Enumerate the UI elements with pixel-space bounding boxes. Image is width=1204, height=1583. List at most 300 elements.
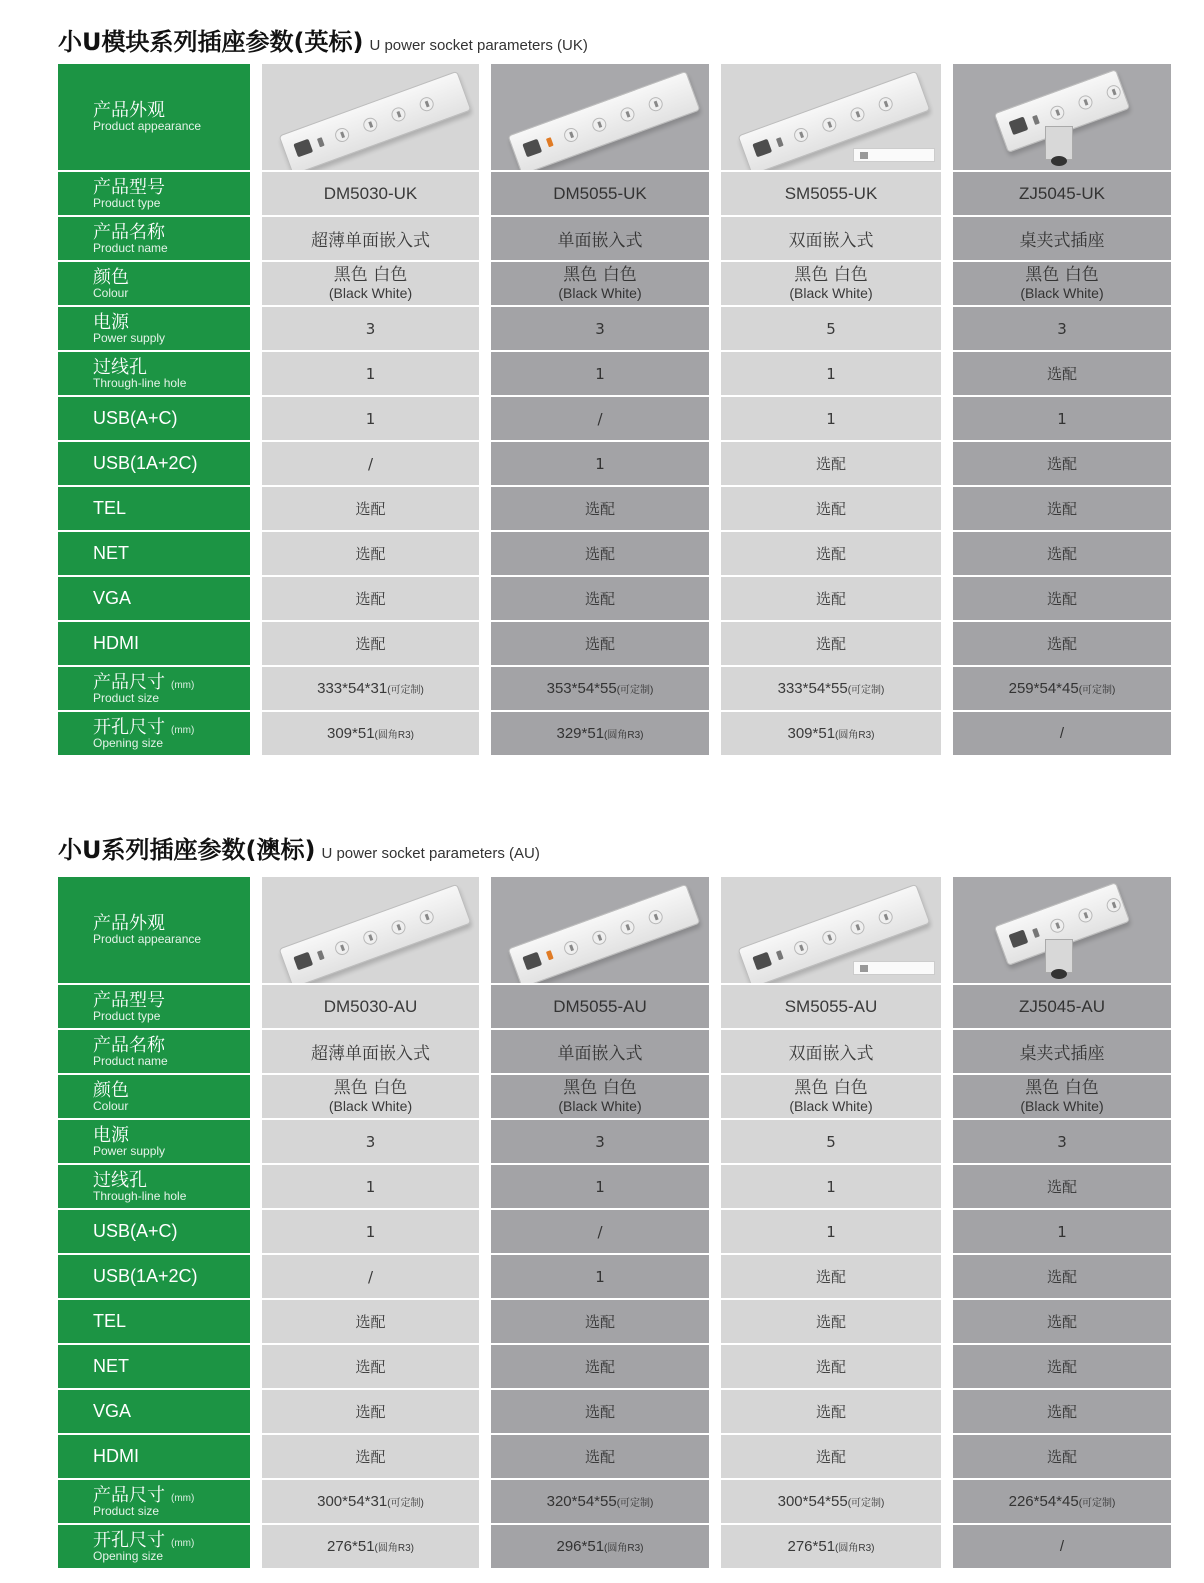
- opening-value: [1060, 1538, 1064, 1555]
- opening-value: [787, 725, 874, 742]
- outlet-icon: [390, 105, 408, 123]
- cell-usb-1a2c: [262, 442, 479, 485]
- opening-dims: 329*51: [556, 725, 605, 742]
- row-label-cn: 开孔尺寸: [93, 1529, 165, 1551]
- row-label-text: USB(1A+2C): [93, 453, 198, 473]
- cell-hole: [721, 1165, 941, 1208]
- size-note: (可定制): [1078, 685, 1116, 696]
- outlet-icon: [820, 929, 838, 947]
- row-label-hdmi: [58, 622, 250, 665]
- cell-hdmi: [721, 1435, 941, 1478]
- row-label-en: Product type: [93, 1008, 161, 1023]
- row-label-cn-line: [93, 1126, 129, 1145]
- colour-cn: 黑色 白色: [333, 1078, 408, 1098]
- row-label-en: Power supply: [93, 1143, 166, 1158]
- outlet-icon: [849, 105, 867, 123]
- cell-usb-ac: [262, 397, 479, 440]
- outlet-icon: [361, 116, 379, 134]
- row-label-power: [58, 307, 250, 350]
- cell-power: [491, 1120, 709, 1163]
- row-label-appearance: [58, 64, 250, 170]
- cell-net: [721, 1345, 941, 1388]
- colour-cn: 黑色 白色: [794, 1078, 868, 1098]
- usb-port-icon: [776, 950, 784, 960]
- cell-type: [721, 172, 941, 215]
- cell-hole: [953, 352, 1171, 395]
- colour-en: (Black White): [328, 285, 413, 301]
- row-label-cn-line: [93, 1531, 194, 1550]
- usb-port-icon: [546, 137, 554, 147]
- cell-power: [953, 307, 1171, 350]
- vga-value: 选配: [815, 590, 846, 608]
- row-label-text: NET: [93, 543, 129, 563]
- size-dims: 333*54*31: [317, 680, 388, 697]
- row-label-net: [58, 532, 250, 575]
- opening-note: (圆角R3): [374, 730, 414, 741]
- power-value: 3: [1057, 1132, 1067, 1151]
- opening-note: (圆角R3): [604, 730, 644, 741]
- row-label-cn: 颜色: [93, 266, 129, 288]
- outlet-icon: [647, 908, 665, 926]
- vga-value: 选配: [1046, 590, 1077, 608]
- section-title-en: U power socket parameters (UK): [369, 37, 588, 54]
- cell-usb-1a2c: [262, 1255, 479, 1298]
- usb-port-icon: [546, 950, 554, 960]
- tel-value: 选配: [1046, 500, 1077, 518]
- power-value: 3: [365, 319, 376, 338]
- size-value: [547, 680, 654, 697]
- section-title: [58, 830, 540, 865]
- cell-hole: [262, 352, 479, 395]
- hole-value: 选配: [1046, 365, 1077, 383]
- cell-usb-1a2c: [953, 442, 1171, 485]
- outlet-icon: [1048, 917, 1066, 935]
- net-value: 选配: [815, 545, 846, 563]
- switch-icon: [1009, 929, 1029, 948]
- cell-name: [262, 217, 479, 260]
- outlet-icon: [877, 95, 895, 113]
- row-label-text: USB(A+C): [93, 408, 178, 428]
- size-note: (可定制): [616, 685, 654, 696]
- row-label-cn-line: [93, 313, 129, 332]
- row-label-cn-line: [93, 1081, 129, 1100]
- usb-1a2c-value: 1: [595, 454, 605, 473]
- usb-port-icon: [1032, 115, 1040, 125]
- row-label-unit: (mm): [171, 1492, 195, 1504]
- cell-usb-ac: [953, 1210, 1171, 1253]
- row-label-cn: 电源: [93, 1124, 129, 1146]
- cell-type: [953, 985, 1171, 1028]
- cell-power: [721, 307, 941, 350]
- cell-colour: [721, 1075, 941, 1118]
- cell-usb-1a2c: [491, 1255, 709, 1298]
- type-value: ZJ5045-UK: [1019, 183, 1105, 203]
- row-label-cn-line: [93, 178, 165, 197]
- row-label-en: Product type: [93, 195, 161, 210]
- row-label-name: [58, 217, 250, 260]
- cell-usb-ac: [262, 1210, 479, 1253]
- size-dims: 300*54*31: [317, 1493, 388, 1510]
- row-label-usb-ac: [58, 397, 250, 440]
- type-value: DM5030-AU: [323, 996, 418, 1016]
- cell-power: [721, 1120, 941, 1163]
- cell-hdmi: [953, 622, 1171, 665]
- product-image: [953, 877, 1171, 983]
- opening-dims: /: [1059, 1538, 1065, 1555]
- vga-value: 选配: [355, 1403, 386, 1421]
- product-image: [953, 64, 1171, 170]
- name-value: 桌夹式插座: [1019, 231, 1105, 250]
- cell-tel: [721, 1300, 941, 1343]
- cell-tel: [262, 1300, 479, 1343]
- cell-tel: [953, 1300, 1171, 1343]
- row-label-cn-line: [93, 914, 165, 933]
- cell-size: [491, 1480, 709, 1523]
- row-label-cn-line: [93, 358, 147, 377]
- type-value: ZJ5045-AU: [1019, 996, 1105, 1016]
- vga-value: 选配: [584, 590, 615, 608]
- cell-name: [953, 217, 1171, 260]
- opening-value: [327, 725, 414, 742]
- usb-ac-value: /: [597, 1222, 603, 1241]
- opening-dims: 309*51: [787, 725, 836, 742]
- net-value: 选配: [1046, 545, 1077, 563]
- row-label-cn: 产品名称: [93, 221, 165, 243]
- colour-cn: 黑色 白色: [1025, 265, 1099, 285]
- hole-value: 1: [365, 364, 376, 383]
- row-label-cn: 开孔尺寸: [93, 716, 165, 738]
- cell-tel: [953, 487, 1171, 530]
- power-value: 5: [826, 319, 836, 338]
- hdmi-value: 选配: [355, 1448, 386, 1466]
- type-value: DM5055-AU: [553, 996, 647, 1016]
- power-value: 3: [365, 1132, 376, 1151]
- usb-port-icon: [317, 950, 325, 960]
- cell-power: [262, 307, 479, 350]
- opening-value: [1060, 725, 1064, 742]
- size-value: [547, 1493, 654, 1510]
- clamp-icon: [1045, 126, 1073, 160]
- row-label-cn: 过线孔: [93, 1169, 147, 1191]
- cell-name: [953, 1030, 1171, 1073]
- size-dims: 300*54*55: [777, 1493, 848, 1510]
- cell-name: [262, 1030, 479, 1073]
- cell-usb-ac: [721, 397, 941, 440]
- cell-opening: [491, 1525, 709, 1568]
- row-label-en: Product appearance: [93, 932, 202, 946]
- cell-name: [491, 1030, 709, 1073]
- outlet-icon: [1105, 896, 1123, 914]
- outlet-icon: [1077, 906, 1095, 924]
- cell-net: [262, 1345, 479, 1388]
- size-value: [317, 680, 424, 697]
- cell-size: [721, 1480, 941, 1523]
- cell-colour: [953, 262, 1171, 305]
- cell-size: [262, 1480, 479, 1523]
- usb-1a2c-value: 选配: [1046, 1268, 1077, 1286]
- type-value: SM5055-UK: [784, 183, 878, 203]
- hole-value: 1: [595, 1177, 605, 1196]
- usb-ac-value: 1: [1057, 1222, 1067, 1241]
- opening-dims: 309*51: [326, 725, 375, 742]
- hdmi-value: 选配: [815, 635, 846, 653]
- cell-power: [262, 1120, 479, 1163]
- outlet-icon: [390, 918, 408, 936]
- cell-opening: [262, 1525, 479, 1568]
- outlet-icon: [1048, 104, 1066, 122]
- back-side-icon: [853, 961, 935, 975]
- switch-icon: [522, 139, 542, 158]
- clamp-icon: [1045, 939, 1073, 973]
- row-label-en: Product size: [93, 1503, 160, 1518]
- outlet-icon: [418, 908, 436, 926]
- hole-value: 1: [365, 1177, 376, 1196]
- cell-tel: [491, 487, 709, 530]
- opening-note: (圆角R3): [604, 1543, 644, 1554]
- cell-colour: [491, 262, 709, 305]
- row-label-cn: 电源: [93, 311, 129, 333]
- tel-value: 选配: [584, 1313, 615, 1331]
- row-label-text: TEL: [93, 1311, 127, 1331]
- opening-value: [556, 1538, 643, 1555]
- cell-size: [262, 667, 479, 710]
- outlet-icon: [333, 126, 351, 144]
- row-label-text: HDMI: [93, 1446, 139, 1466]
- type-value: DM5055-UK: [553, 183, 647, 203]
- row-label-en: Product name: [93, 1053, 168, 1068]
- tel-value: 选配: [355, 500, 386, 518]
- row-label-text: TEL: [93, 498, 127, 518]
- cell-net: [491, 1345, 709, 1388]
- row-label-en: Opening size: [93, 1548, 164, 1563]
- row-label-en: Through-line hole: [93, 1188, 187, 1203]
- cell-colour: [262, 262, 479, 305]
- row-label-cn: 产品外观: [93, 913, 165, 934]
- row-label-cn: 产品名称: [93, 1034, 165, 1056]
- row-label-colour: [58, 1075, 250, 1118]
- row-label-tel: [58, 487, 250, 530]
- tel-value: 选配: [1046, 1313, 1077, 1331]
- size-value: [1009, 1493, 1116, 1510]
- size-dims: 320*54*55: [546, 1493, 617, 1510]
- net-value: 选配: [815, 1358, 846, 1376]
- outlet-icon: [333, 939, 351, 957]
- cell-vga: [262, 1390, 479, 1433]
- outlet-icon: [1105, 83, 1123, 101]
- colour-cn: 黑色 白色: [563, 265, 637, 285]
- row-label-text: VGA: [93, 588, 132, 608]
- product-image: [491, 64, 709, 170]
- net-value: 选配: [355, 1358, 386, 1376]
- product-image: [491, 877, 709, 983]
- row-label-name: [58, 1030, 250, 1073]
- cell-size: [953, 1480, 1171, 1523]
- cell-net: [953, 532, 1171, 575]
- outlet-icon: [647, 95, 665, 113]
- outlet-icon: [877, 908, 895, 926]
- net-value: 选配: [584, 545, 615, 563]
- cell-vga: [262, 577, 479, 620]
- row-label-cn-line: [93, 718, 194, 737]
- net-value: 选配: [1046, 1358, 1077, 1376]
- row-label-usb-ac: [58, 1210, 250, 1253]
- name-value: 单面嵌入式: [557, 1044, 643, 1063]
- vga-value: 选配: [1046, 1403, 1077, 1421]
- cell-net: [262, 532, 479, 575]
- opening-note: (圆角R3): [835, 730, 875, 741]
- row-label-text: HDMI: [93, 633, 139, 653]
- outlet-icon: [562, 939, 580, 957]
- row-label-size: [58, 1480, 250, 1523]
- outlet-icon: [562, 126, 580, 144]
- vga-value: 选配: [584, 1403, 615, 1421]
- row-label-text: NET: [93, 1356, 129, 1376]
- switch-icon: [293, 952, 313, 971]
- outlet-icon: [590, 929, 608, 947]
- hole-value: 1: [595, 364, 605, 383]
- row-label-opening: [58, 712, 250, 755]
- row-label-colour: [58, 262, 250, 305]
- cell-usb-ac: [491, 397, 709, 440]
- usb-1a2c-value: 1: [595, 1267, 605, 1286]
- cell-opening: [721, 1525, 941, 1568]
- row-label-cn: 产品外观: [93, 100, 165, 121]
- name-value: 超薄单面嵌入式: [311, 231, 430, 250]
- power-strip-single-switch-icon: [279, 884, 472, 983]
- hole-value: 1: [826, 364, 836, 383]
- usb-ac-value: /: [597, 409, 603, 428]
- usb-1a2c-value: 选配: [1046, 455, 1077, 473]
- row-label-text: USB(A+C): [93, 1221, 178, 1241]
- row-label-opening: [58, 1525, 250, 1568]
- row-label-cn-line: [93, 223, 165, 242]
- usb-1a2c-value: 选配: [815, 455, 846, 473]
- product-image: [262, 64, 479, 170]
- row-label-usb-1a2c: [58, 1255, 250, 1298]
- size-dims: 226*54*45: [1008, 1493, 1079, 1510]
- hole-value: 1: [826, 1177, 836, 1196]
- cell-tel: [262, 487, 479, 530]
- tel-value: 选配: [355, 1313, 386, 1331]
- tel-value: 选配: [815, 500, 846, 518]
- cell-type: [953, 172, 1171, 215]
- row-label-usb-1a2c: [58, 442, 250, 485]
- row-label-unit: (mm): [171, 724, 195, 736]
- opening-value: [327, 1538, 414, 1555]
- row-label-en: Colour: [93, 285, 129, 300]
- cell-opening: [953, 712, 1171, 755]
- outlet-icon: [792, 939, 810, 957]
- cell-vga: [721, 577, 941, 620]
- product-image: [721, 877, 941, 983]
- cell-power: [953, 1120, 1171, 1163]
- cell-hdmi: [491, 622, 709, 665]
- row-label-cn: 产品型号: [93, 176, 165, 198]
- cell-colour: [262, 1075, 479, 1118]
- clamp-knob-icon: [1051, 156, 1067, 166]
- outlet-icon: [820, 116, 838, 134]
- size-dims: 259*54*45: [1008, 680, 1079, 697]
- row-label-text: USB(1A+2C): [93, 1266, 198, 1286]
- section-title-cn: 小U模块系列插座参数(英标): [58, 28, 364, 56]
- hdmi-value: 选配: [355, 635, 386, 653]
- usb-ac-value: 1: [826, 409, 836, 428]
- outlet-icon: [590, 116, 608, 134]
- cell-type: [721, 985, 941, 1028]
- cell-name: [491, 217, 709, 260]
- row-label-appearance: [58, 877, 250, 983]
- product-image: [721, 64, 941, 170]
- cell-size: [491, 667, 709, 710]
- row-label-tel: [58, 1300, 250, 1343]
- opening-dims: 296*51: [556, 1538, 605, 1555]
- usb-ac-value: 1: [1057, 409, 1067, 428]
- product-image: [262, 877, 479, 983]
- cell-hdmi: [721, 622, 941, 665]
- row-label-cn-line: [93, 673, 194, 692]
- cell-vga: [491, 1390, 709, 1433]
- size-value: [778, 680, 885, 697]
- outlet-icon: [619, 105, 637, 123]
- colour-en: (Black White): [1020, 1098, 1104, 1114]
- usb-ac-value: 1: [365, 409, 376, 428]
- cell-hole: [262, 1165, 479, 1208]
- back-side-icon: [853, 148, 935, 162]
- usb-port-icon: [317, 137, 325, 147]
- usb-ac-value: 1: [365, 1222, 376, 1241]
- row-label-vga: [58, 1390, 250, 1433]
- row-label-size: [58, 667, 250, 710]
- name-value: 超薄单面嵌入式: [311, 1044, 430, 1063]
- row-label-en: Product size: [93, 690, 160, 705]
- colour-en: (Black White): [789, 1098, 873, 1114]
- row-label-cn-line: [93, 1171, 147, 1190]
- row-label-cn: 颜色: [93, 1079, 129, 1101]
- row-label-cn-line: [93, 101, 165, 120]
- size-value: [778, 1493, 885, 1510]
- switch-icon: [752, 139, 772, 158]
- cell-hdmi: [262, 1435, 479, 1478]
- cell-hole: [721, 352, 941, 395]
- opening-dims: 276*51: [326, 1538, 375, 1555]
- cell-name: [721, 1030, 941, 1073]
- cell-colour: [721, 262, 941, 305]
- cell-net: [491, 532, 709, 575]
- section-title-en: U power socket parameters (AU): [321, 845, 540, 862]
- cell-vga: [491, 577, 709, 620]
- row-label-cn: 产品型号: [93, 989, 165, 1011]
- cell-type: [262, 985, 479, 1028]
- vga-value: 选配: [355, 590, 386, 608]
- row-label-net: [58, 1345, 250, 1388]
- size-value: [1009, 680, 1116, 697]
- cell-vga: [953, 1390, 1171, 1433]
- row-label-hole: [58, 352, 250, 395]
- cell-opening: [953, 1525, 1171, 1568]
- usb-port-icon: [1032, 928, 1040, 938]
- row-label-cn-line: [93, 1036, 165, 1055]
- size-note: (可定制): [616, 1498, 654, 1509]
- row-label-power: [58, 1120, 250, 1163]
- cell-opening: [721, 712, 941, 755]
- size-note: (可定制): [847, 685, 885, 696]
- row-label-cn: 产品尺寸: [93, 1484, 165, 1506]
- power-strip-usb-orange-icon: [508, 884, 701, 983]
- opening-note: (圆角R3): [835, 1543, 875, 1554]
- outlet-icon: [418, 95, 436, 113]
- cell-tel: [721, 487, 941, 530]
- row-label-en: Product appearance: [93, 119, 202, 133]
